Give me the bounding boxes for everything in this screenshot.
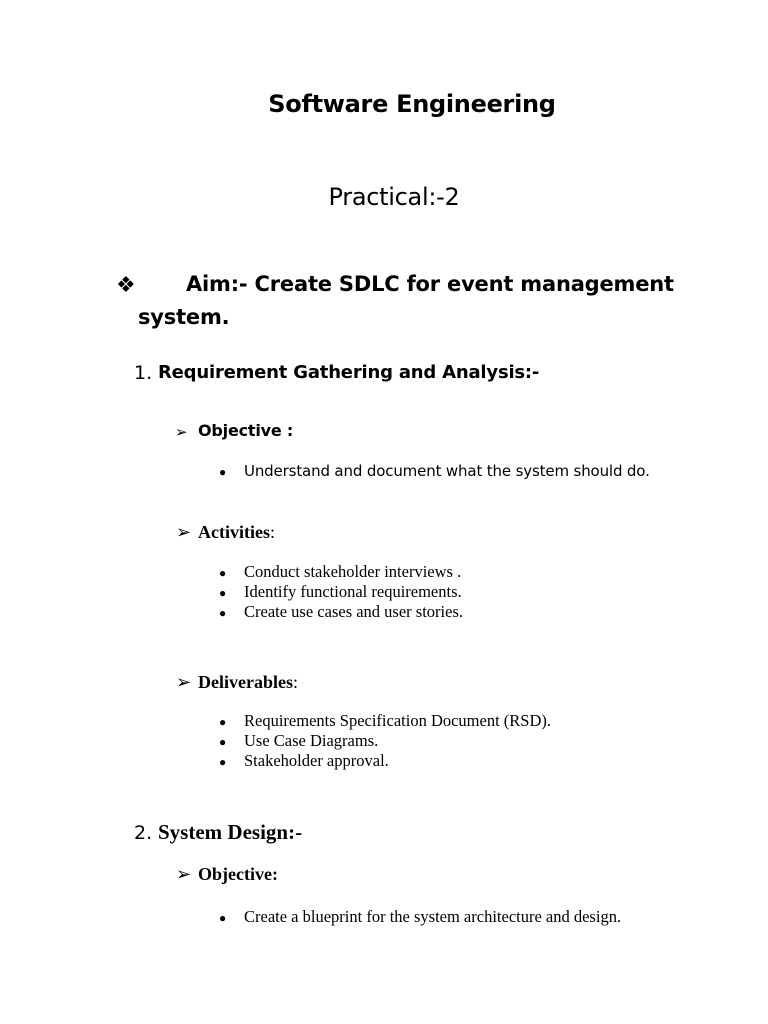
- section2-number: 2.: [134, 822, 153, 844]
- list-item: Create a blueprint for the system architecture and design.: [244, 907, 622, 926]
- aim-text-line2: system.: [138, 305, 230, 329]
- list-item: Identify functional requirements.: [244, 582, 462, 601]
- arrow-bullet-icon: ➢: [175, 423, 188, 441]
- bullet-icon: ●: [219, 911, 227, 925]
- section1-objective-label: Objective :: [198, 421, 294, 440]
- aim-text-line1: Aim:- Create SDLC for event management: [186, 272, 674, 296]
- section2-objective-label: Objective:: [198, 864, 278, 884]
- section1-deliverables-label: Deliverables: [198, 672, 293, 692]
- section2-objective-heading: [198, 864, 278, 885]
- bullet-icon: ●: [219, 606, 227, 620]
- bullet-icon: ●: [219, 586, 227, 600]
- list-item: Stakeholder approval.: [244, 751, 389, 770]
- bullet-icon: ●: [219, 735, 227, 749]
- section2-title: System Design:-: [158, 820, 303, 844]
- section1-deliverables-suffix: :: [292, 672, 298, 692]
- section1-number: 1.: [134, 362, 153, 384]
- bullet-icon: ●: [219, 465, 227, 479]
- list-item: Understand and document what the system should do.: [244, 462, 650, 480]
- bullet-icon: ●: [219, 755, 227, 769]
- list-item: Create use cases and user stories.: [244, 602, 464, 621]
- section1-deliverables-heading: [198, 672, 298, 693]
- document-title: Software Engineering: [268, 90, 556, 118]
- arrow-bullet-icon: ➢: [176, 672, 192, 692]
- four-diamond-bullet-icon: ❖: [116, 272, 136, 297]
- section1-activities-suffix: :: [269, 522, 275, 542]
- arrow-bullet-icon: ➢: [176, 522, 192, 542]
- section1-activities-heading: [198, 522, 275, 543]
- section1-title: Requirement Gathering and Analysis:-: [158, 362, 540, 383]
- list-item: Conduct stakeholder interviews .: [244, 562, 462, 581]
- list-item: Use Case Diagrams.: [244, 731, 379, 750]
- bullet-icon: ●: [219, 715, 227, 729]
- list-item: Requirements Specification Document (RSD).: [244, 711, 552, 730]
- arrow-bullet-icon: ➢: [176, 864, 192, 884]
- section1-activities-label: Activities: [198, 522, 270, 542]
- bullet-icon: ●: [219, 566, 227, 580]
- document-subtitle: Practical:-2: [328, 183, 460, 211]
